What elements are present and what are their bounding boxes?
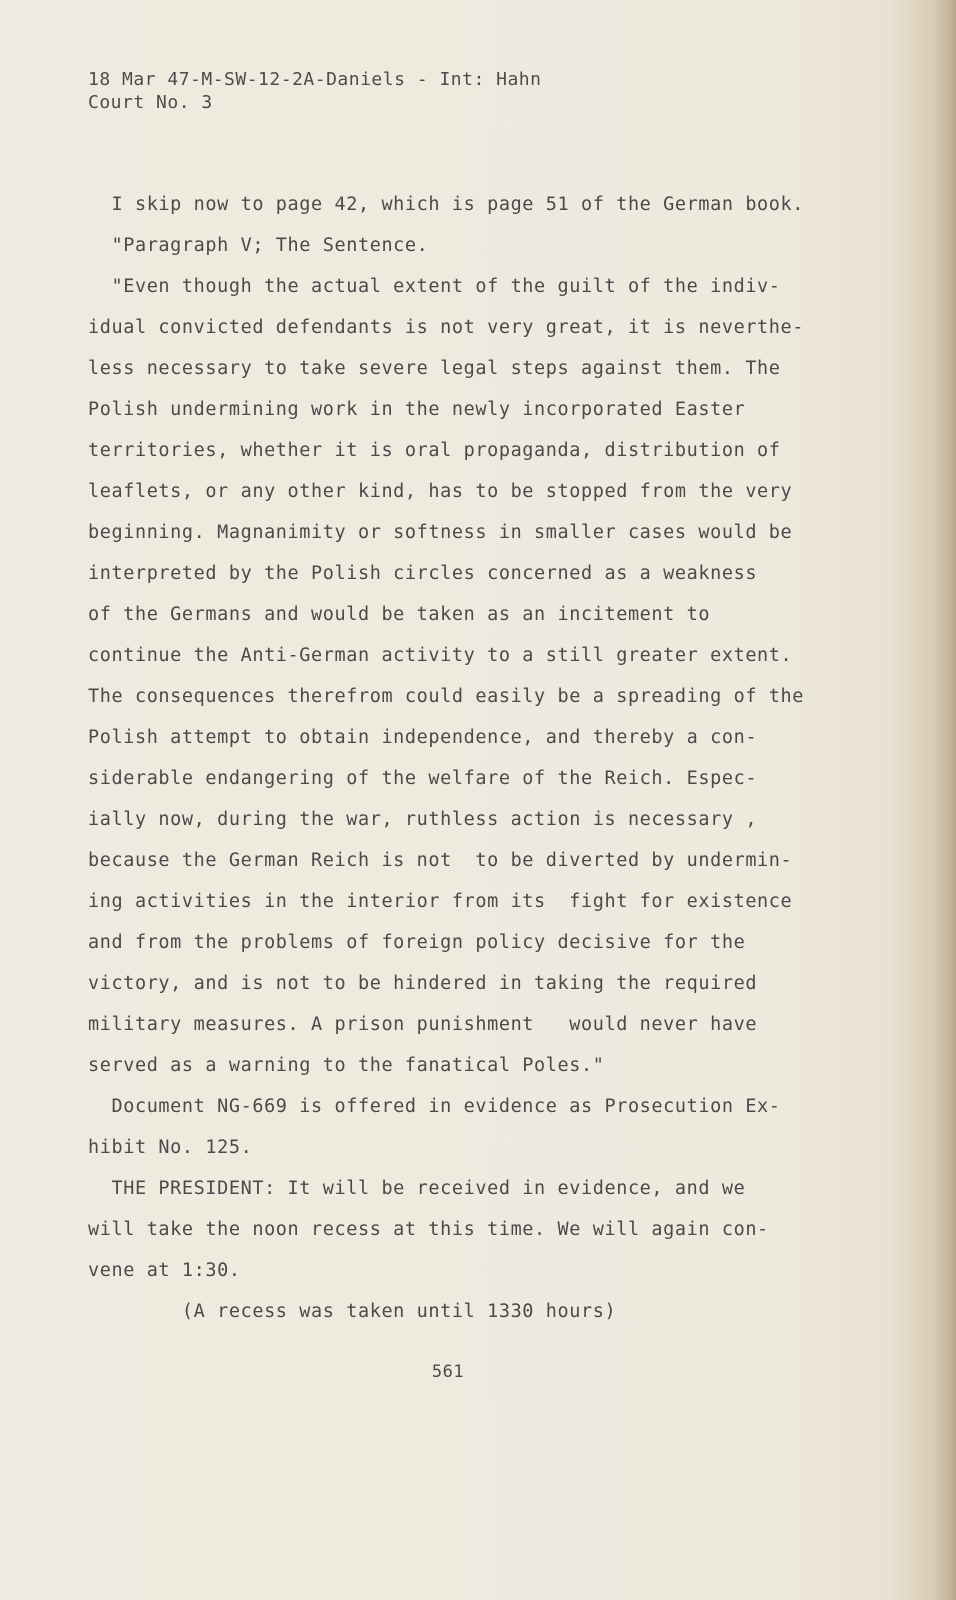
transcript-line: "Even though the actual extent of the guilt of the indiv- (88, 276, 781, 297)
transcript-line: vene at 1:30. (88, 1260, 241, 1281)
transcript-line: interpreted by the Polish circles concerned as a weakness (88, 563, 758, 584)
header-court-line: Court No. 3 (88, 92, 213, 113)
transcript-line: hibit No. 125. (88, 1137, 253, 1158)
transcript-line: Document NG-669 is offered in evidence as Prosecution Ex- (88, 1096, 781, 1117)
transcript-line: ing activities in the interior from its fight for existence (88, 891, 793, 912)
transcript-line: leaflets, or any other kind, has to be stopped from the very (88, 481, 793, 502)
transcript-line: idual convicted defendants is not very great, it is neverthe- (88, 317, 805, 338)
transcript-body (88, 184, 858, 1332)
transcript-line: will take the noon recess at this time. We will again con- (88, 1219, 769, 1240)
transcript-line: "Paragraph V; The Sentence. (88, 235, 429, 256)
transcript-line: because the German Reich is not to be diverted by undermin- (88, 850, 793, 871)
transcript-line: continue the Anti-German activity to a still greater extent. (88, 645, 793, 666)
transcript-line: of the Germans and would be taken as an incitement to (88, 604, 711, 625)
transcript-line: (A recess was taken until 1330 hours) (88, 1301, 617, 1322)
transcript-line: ially now, during the war, ruthless action is necessary , (88, 809, 758, 830)
transcript-line: Polish undermining work in the newly incorporated Easter (88, 399, 746, 420)
transcript-line: less necessary to take severe legal steps against them. The (88, 358, 781, 379)
transcript-line: territories, whether it is oral propaganda, distribution of (88, 440, 781, 461)
transcript-line: I skip now to page 42, which is page 51 of the German book. (88, 194, 805, 215)
transcript-line: The consequences therefrom could easily be a spreading of the (88, 686, 805, 707)
transcript-line: and from the problems of foreign policy decisive for the (88, 932, 746, 953)
transcript-line: siderable endangering of the welfare of the Reich. Espec- (88, 768, 758, 789)
transcript-line: THE PRESIDENT: It will be received in evidence, and we (88, 1178, 746, 1199)
transcript-line: served as a warning to the fanatical Poles." (88, 1055, 605, 1076)
transcript-line: victory, and is not to be hindered in taking the required (88, 973, 758, 994)
transcript-line: beginning. Magnanimity or softness in smaller cases would be (88, 522, 793, 543)
page-edge-shadow (934, 0, 956, 1600)
page-number: 561 (431, 1362, 465, 1382)
transcript-line: Polish attempt to obtain independence, and thereby a con- (88, 727, 758, 748)
header-reference-line: 18 Mar 47-M-SW-12-2A-Daniels - Int: Hahn (88, 69, 542, 90)
page-header (88, 68, 541, 114)
transcript-line: military measures. A prison punishment would never have (88, 1014, 758, 1035)
